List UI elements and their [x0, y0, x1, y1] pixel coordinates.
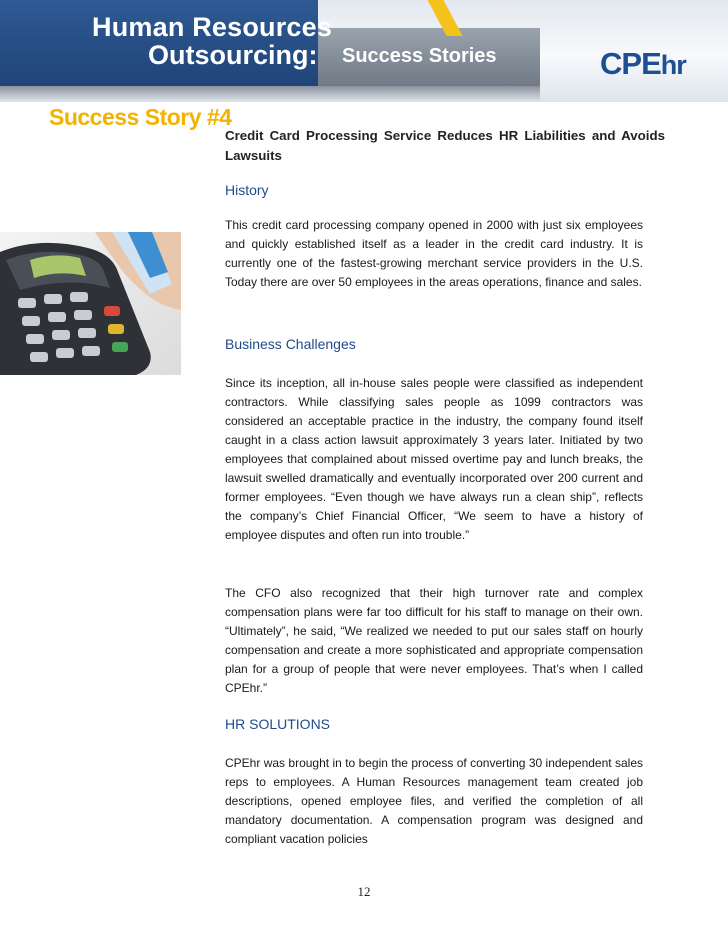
- story-label: Success Story #4: [49, 104, 232, 130]
- page-number: 12: [357, 884, 371, 899]
- challenges-paragraph-1: Since its inception, all in-house sales people were classified as independent contractors. While classifying sales people as 1099 contractors was considered an acceptable practice in the industry, the company found itself caught in a class action lawsuit approximately 3 years later. Initiated by two employees that complained about missed overtime pay and lunch breaks, the lawsuit swelled dramatically and eventually incorporated over 200 current and former employees. “Even though we have always run a clean ship”, reflects the company’s Chief Financial Officer, “We seem to have a history of employee disputes and often run into trouble.”: [225, 376, 643, 542]
- cpehr-logo: [600, 46, 686, 82]
- business-challenges-heading: Business Challenges: [225, 336, 356, 352]
- challenges-paragraph-2: The CFO also recognized that their high turnover rate and complex compensation plans were far too difficult for his staff to manage on their own. “Ultimately”, he said, “We realized we needed to put our sales staff on hourly compensation and create a more sophisticated and appropriate compensation plan for a group of people that were never employees. That’s when I called CPEhr.”: [225, 586, 643, 695]
- card-terminal-photo: [0, 232, 181, 375]
- banner-title-line1: Human Resources: [92, 12, 333, 42]
- banner-title-line2: Outsourcing:: [148, 40, 318, 70]
- banner-shadow: [0, 86, 540, 102]
- logo-main-text: CPE: [600, 46, 661, 81]
- card-terminal-icon: [0, 232, 181, 375]
- header-banner: [0, 0, 728, 102]
- banner-subtitle: Success Stories: [342, 45, 497, 67]
- hr-solutions-heading: HR SOLUTIONS: [225, 716, 331, 732]
- solutions-paragraph: CPEhr was brought in to begin the process of converting 30 independent sales reps to employees. A Human Resources management team created job descriptions, opened employee files, and verified the completion of all mandatory documentation. A compensation program was designed and compliant vacation policies: [225, 756, 643, 846]
- history-paragraph: This credit card processing company opened in 2000 with just six employees and quickly established itself as a leader in the credit card industry. It is currently one of the fastest-growing merchant service providers in the U.S. Today there are over 50 employees in the areas operations, finance and sales.: [225, 218, 643, 289]
- story-title: Credit Card Processing Service Reduces HR Liabilities and Avoids Lawsuits: [225, 128, 665, 163]
- history-heading: History: [225, 182, 269, 198]
- logo-sub-text: hr: [660, 50, 686, 80]
